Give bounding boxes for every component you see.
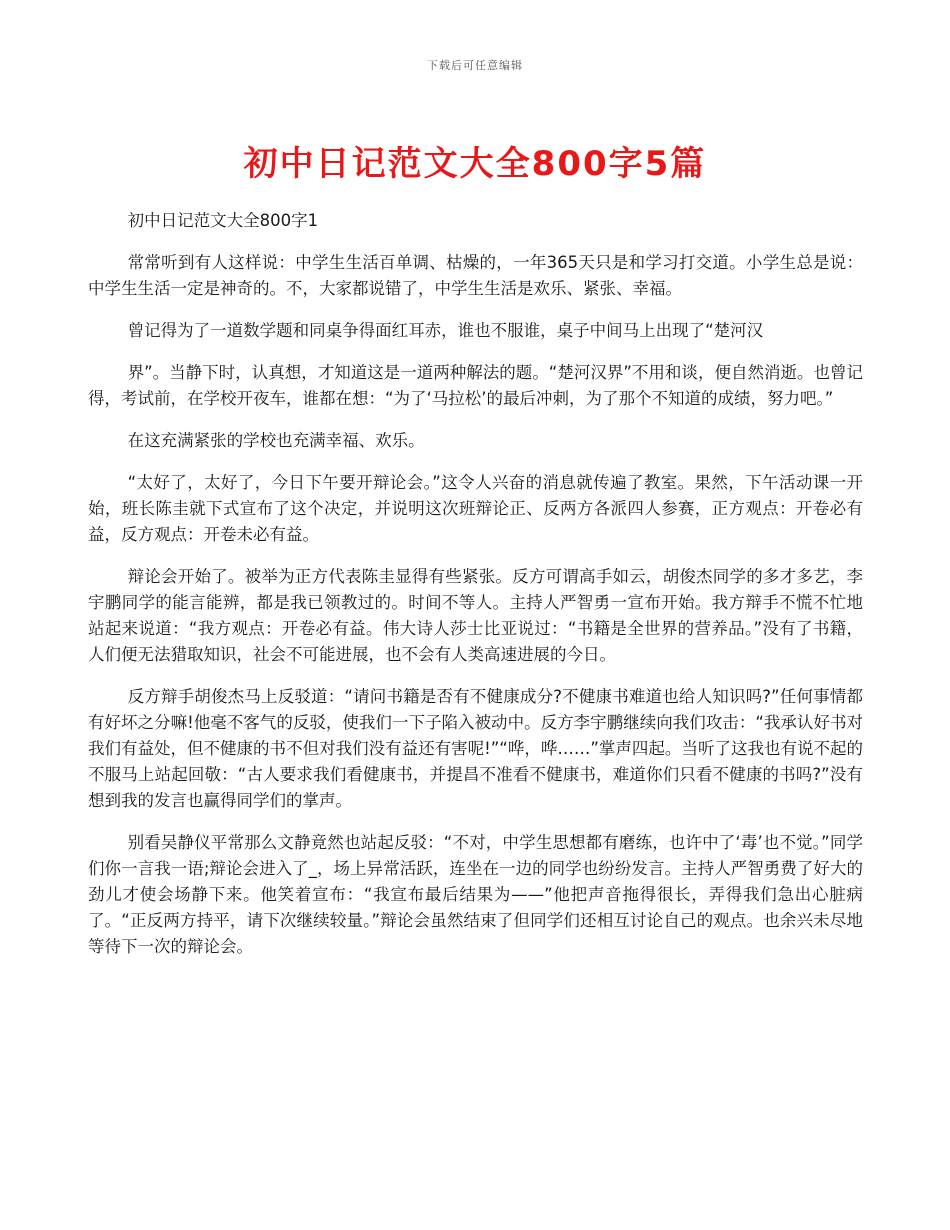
paragraph: 别看吴静仪平常那么文静竟然也站起反驳：“不对，中学生思想都有磨练，也许中了‘毒’也不觉。”同学们你一言我一语;辩论会进入了_，场上异常活跃，连坐在一边的同学也纷纷发言。主持人严智勇费了好大的劲儿才使会场静下来。他笑着宣布：“我宣布最后结果为——”他把声音拖得很长，弄得我们急出心脏病了。“正反两方持平，请下次继续较量。”辩论会虽然结束了但同学们还相互讨论自己的观点。也余兴未尽地等待下一次的辩论会。	[88, 833, 863, 956]
paragraph: 曾记得为了一道数学题和同桌争得面红耳赤，谁也不服谁，桌子中间马上出现了“楚河汉	[127, 321, 764, 340]
section-heading: 初中日记范文大全800字1	[127, 211, 319, 230]
paragraph: 在这充满紧张的学校也充满幸福、欢乐。	[127, 431, 425, 450]
paragraph: “太好了，太好了，今日下午要开辩论会。”这令人兴奋的消息就传遍了教室。果然，下午活动课一开始，班长陈圭就下式宣布了这个决定，并说明这次班辩论正、反两方各派四人参赛，正方观点：开卷必有益，反方观点：开卷未必有益。	[88, 473, 863, 544]
paragraph: 辩论会开始了。被举为正方代表陈圭显得有些紧张。反方可谓高手如云，胡俊杰同学的多才多艺，李宇鹏同学的能言能辨，都是我已领教过的。时间不等人。主持人严智勇一宣布开始。我方辩手不慌不忙地站起来说道：“我方观点：开卷必有益。伟大诗人莎士比亚说过：“书籍是全世界的营养品。”没有了书籍，人们便无法猎取知识，社会不可能进展，也不会有人类高速进展的今日。	[88, 567, 863, 664]
document-body	[88, 208, 863, 976]
page-title: 初中日记范文大全800字5篇	[243, 144, 707, 184]
paragraph: 常常听到有人这样说：中学生生活百单调、枯燥的，一年365天只是和学习打交道。小学生总是说：中学生生活一定是神奇的。不，大家都说错了，中学生生活是欢乐、紧张、幸福。	[88, 253, 863, 298]
paragraph: 界”。当静下时，认真想，才知道这是一道两种解法的题。“楚河汉界”不用和谈，便自然消逝。也曾记得，考试前，在学校开夜车，谁都在想：“为了‘马拉松’的最后冲刺，为了那个不知道的成绩，努力吧。”	[88, 363, 863, 408]
paragraph: 反方辩手胡俊杰马上反驳道：“请问书籍是否有不健康成分?不健康书难道也给人知识吗?”任何事情都有好坏之分嘛!他毫不客气的反驳，使我们一下子陷入被动中。反方李宇鹏继续向我们攻击：“我承认好书对我们有益处，但不健康的书不但对我们没有益还有害呢!”“哗，哗……”掌声四起。当听了这我也有说不起的不服马上站起回敬：“古人要求我们看健康书，并提昌不准看不健康书，难道你们只看不健康的书吗?”没有想到我的发言也赢得同学们的掌声。	[88, 687, 863, 810]
header-note: 下载后可任意编辑	[427, 59, 523, 72]
